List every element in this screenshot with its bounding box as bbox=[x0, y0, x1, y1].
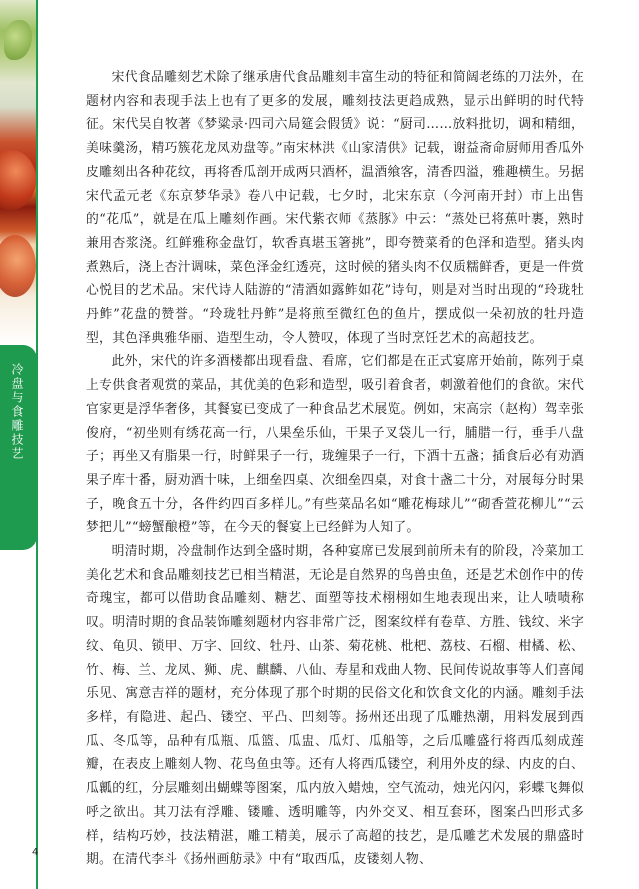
chapter-label: 冷盘与食雕技艺 bbox=[10, 363, 24, 461]
food-photo-strip bbox=[0, 0, 37, 345]
lettuce-leaf-image bbox=[4, 20, 32, 60]
page-number: 4 bbox=[32, 847, 39, 858]
chapter-sidebar bbox=[0, 0, 37, 889]
paragraph: 明清时期，冷盘制作达到全盛时期，各种宴席已发展到前所未有的阶段，冷菜加工美化艺术和食品雕刻技艺已相当精湛，无论是自然界的鸟兽虫鱼，还是艺术创作中的传奇瑰宝，都可以借助食品雕刻、糖艺、面塑等技术栩栩如生地表现出来，让人啧啧称叹。明清时期的食品装饰雕刻题材内容非常广泛，图案纹样有卷草、方胜、钱纹、米字纹、龟贝、锁甲、万字、回纹、牡丹、山茶、菊花桃、枇杷、荔枝、石榴、柑橘、松、竹、梅、兰、龙凤、狮、虎、麒麟、八仙、寿星和戏曲人物、民间传说故事等人们喜闻乐见、寓意吉祥的题材，充分体现了那个时期的民俗文化和饮食文化的内涵。雕刻手法多样，有隐进、起凸、镂空、平凸、凹刻等。扬州还出现了瓜雕热潮，用料发展到西瓜、冬瓜等，品种有瓜瓶、瓜篮、瓜盅、瓜灯、瓜船等，之后瓜雕盛行将西瓜刻成莲瓣，在表皮上雕刻人物、花鸟鱼虫等。还有人将西瓜镂空，利用外皮的绿、内皮的白、瓜瓤的红，分层雕刻出蝴蝶等图案，瓜内放入蜡烛，空气流动，烛光闪闪，彩蝶飞舞似呼之欲出。其刀法有浮雕、镂雕、透明雕等，内外交叉、相互套环，图案凸凹形式多样，结构巧妙，技法精湛，雕工精美，展示了高超的技艺，是瓜雕艺术发展的鼎盛时期。在清代李斗《扬州画舫录》中有“取西瓜，皮镂刻人物、 bbox=[86, 544, 584, 868]
chapter-tab bbox=[0, 345, 37, 550]
tomato-image bbox=[0, 150, 36, 210]
tomato-image bbox=[0, 235, 36, 297]
paragraph: 宋代食品雕刻艺术除了继承唐代食品雕刻丰富生动的特征和简阔老练的刀法外，在题材内容和表现手法上也有了更多的发展，雕刻技法更趋成熟，显示出鲜明的时代特征。宋代吴自牧著《梦粱录·四司六局筵会假赁》说：“厨司……放料批切，调和精细，美味羹汤，精巧簇花龙凤劝盘等。”南宋林洪《山家清供》记载，谢益斋命厨师用香瓜外皮雕刻出各种花纹，再将香瓜剖开成两只酒杯，温酒飨客，清香四溢，雅趣横生。另据宋代孟元老《东京梦华录》卷八中记载，七夕时，北宋东京（今河南开封）市上出售的“花瓜”，就是在瓜上雕刻作画。宋代紫衣师《蒸豚》中云：“蒸处已将蕉叶裹，熟时兼用杏浆浇。红鲜雅称金盘饤，软香真堪玉箸挑”，即夸赞菜肴的色泽和造型。猪头肉煮熟后，浇上杏汁调味，菜色泽金红透亮，这时候的猪头肉不仅质糯鲜香，更是一件赏心悦目的艺术品。宋代诗人陆游的“清酒如露鲊如花”诗句，则是对当时出现的“玲珑牡丹鲊”花盘的赞誉。“玲珑牡丹鲊”是将煎至微红色的鱼片，摆成似一朵初放的牡丹造型，其色泽典雅华丽、造型生动，令人赞叹，体现了当时烹饪艺术的高超技艺。 bbox=[86, 70, 584, 346]
body-text bbox=[86, 66, 584, 872]
sidebar-divider-line bbox=[36, 0, 38, 889]
paragraph: 此外，宋代的许多酒楼都出现看盘、看席，它们都是在正式宴席开始前，陈列于桌上专供食者观赏的菜品，其优美的色彩和造型，吸引着食者，刺激着他们的食欲。宋代官家更是浮华奢侈，其餐宴已变成了一种食品艺术展览。例如，宋高宗（赵构）驾幸张俊府，“初坐则有绣花高一行，八果垒乐仙，干果子叉袋儿一行，脯腊一行，垂手八盘子；再坐又有脂果一行，时鲜果子一行，珑缠果子一行，下酒十五盏；插食后必有劝酒果子库十番，厨劝酒十味，上细垒四桌、次细垒四桌，对食十盏二十分，对展每分时果子，晚食五十分，各件约四百多样儿。”有些菜品名如“雕花梅球儿”“砌香萱花柳儿”“云梦把儿”“螃蟹酿橙”等，在今天的餐宴上已经鲜为人知了。 bbox=[86, 354, 584, 536]
